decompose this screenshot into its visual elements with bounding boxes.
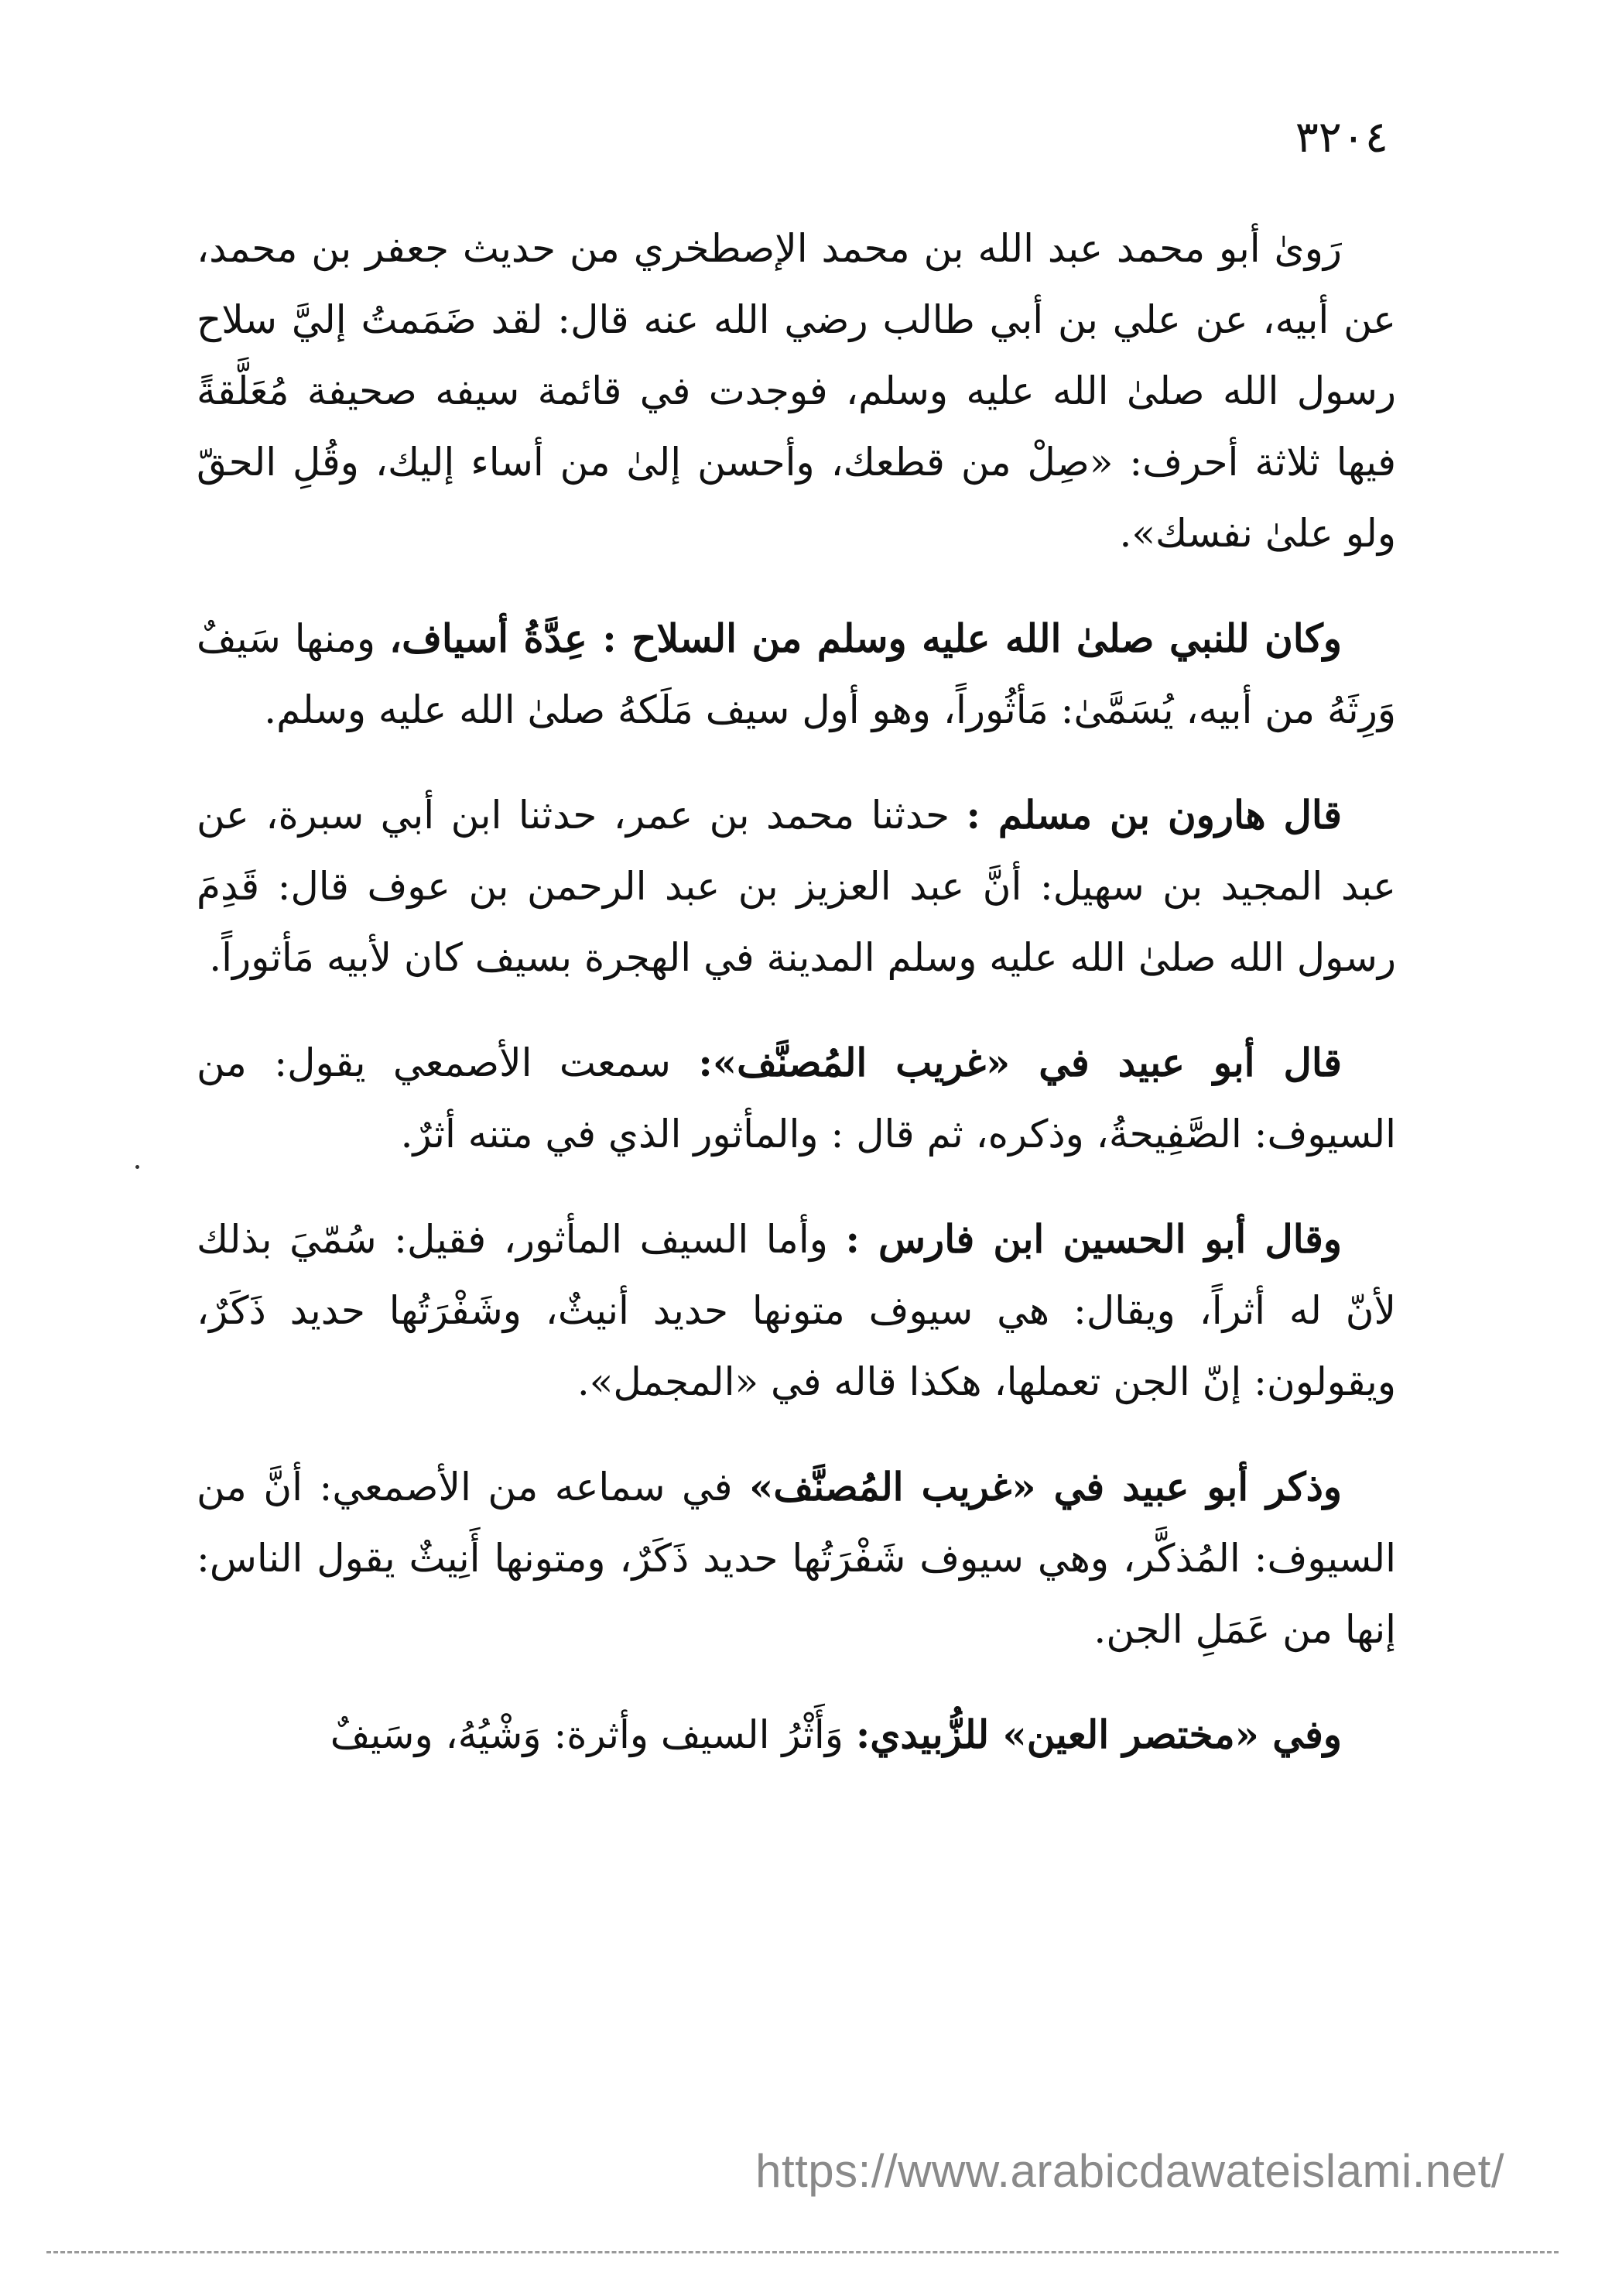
paragraph-lead: قال هارون بن مسلم : xyxy=(966,792,1342,838)
paragraph-text: وَأَثْرُ السيف وأثرة: وَشْيُهُ، وسَيفٌ xyxy=(330,1712,856,1757)
paragraph-1 xyxy=(197,213,1396,569)
paragraph-2 xyxy=(197,603,1396,745)
watermark-url: https://www.arabicdawateislami.net/ xyxy=(755,2145,1504,2197)
paragraph-5 xyxy=(197,1204,1396,1417)
paragraph-text: سمعت الأصمعي يقول: من السيوف: الصَّفِيحةُ، وذكره، ثم قال : والمأثور الذي في متنه أثرٌ. xyxy=(197,1040,1396,1157)
footer-rule xyxy=(46,2251,1559,2253)
paragraph-lead: وقال أبو الحسين ابن فارس : xyxy=(845,1216,1342,1262)
stray-mark xyxy=(135,1165,139,1169)
paragraph-7 xyxy=(197,1699,1396,1770)
paragraph-4 xyxy=(197,1027,1396,1170)
paragraph-6 xyxy=(197,1451,1396,1665)
paragraph-lead: وفي «مختصر العين» للزُّبيدي: xyxy=(855,1712,1342,1757)
paragraph-text: رَوىٰ أبو محمد عبد الله بن محمد الإصطخري من حديث جعفر بن محمد، عن أبيه، عن علي بن أبي طالب رضي الله عنه قال: لقد ضَمَمتُ إليَّ سلاح رسول الله صلىٰ الله عليه وسلم، فوجدت في قائمة سيفه صحيفة مُعَلَّقةً فيها ثلاثة أحرف: «صِلْ من قطعك، وأحسن إلىٰ من أساء إليك، وقُلِ الحقّ ولو علىٰ نفسك». xyxy=(197,226,1396,556)
paragraph-lead: وكان للنبي صلىٰ الله عليه وسلم من السلاح : عِدَّةُ أسياف، xyxy=(388,615,1342,661)
paragraph-text: ومنها سَيفٌ وَرِثَهُ من أبيه، يُسَمَّىٰ: مَأثُوراً، وهو أول سيف مَلَكهُ صلىٰ الله عليه وسلم. xyxy=(197,616,1396,732)
paragraph-text: في سماعه من الأصمعي: أنَّ من السيوف: المُذكَّر، وهي سيوف شَفْرَتُها حديد ذَكَرٌ، ومتونها أَنِيثٌ يقول الناس: إنها من عَمَلِ الجن. xyxy=(197,1465,1396,1652)
body-text xyxy=(197,213,1396,1770)
page-number: ٣٢٠٤ xyxy=(1295,112,1388,163)
paragraph-3 xyxy=(197,780,1396,993)
paragraph-lead: قال أبو عبيد في «غريب المُصنَّف»: xyxy=(698,1040,1342,1085)
paragraph-lead: وذكر أبو عبيد في «غريب المُصنَّف» xyxy=(749,1464,1342,1510)
paragraph-text: حدثنا محمد بن عمر، حدثنا ابن أبي سبرة، عن عبد المجيد بن سهيل: أنَّ عبد العزيز بن عبد الرحمن بن عوف قال: قَدِمَ رسول الله صلىٰ الله عليه وسلم المدينة في الهجرة بسيف كان لأبيه مَأثوراً. xyxy=(197,793,1396,980)
paragraph-text: وأما السيف المأثور، فقيل: سُمّيَ بذلك لأنّ له أثراً، ويقال: هي سيوف متونها حديد أنيثٌ، وشَفْرَتُها حديد ذَكَرٌ، ويقولون: إنّ الجن تعملها، هكذا قاله في «المجمل». xyxy=(197,1217,1397,1404)
